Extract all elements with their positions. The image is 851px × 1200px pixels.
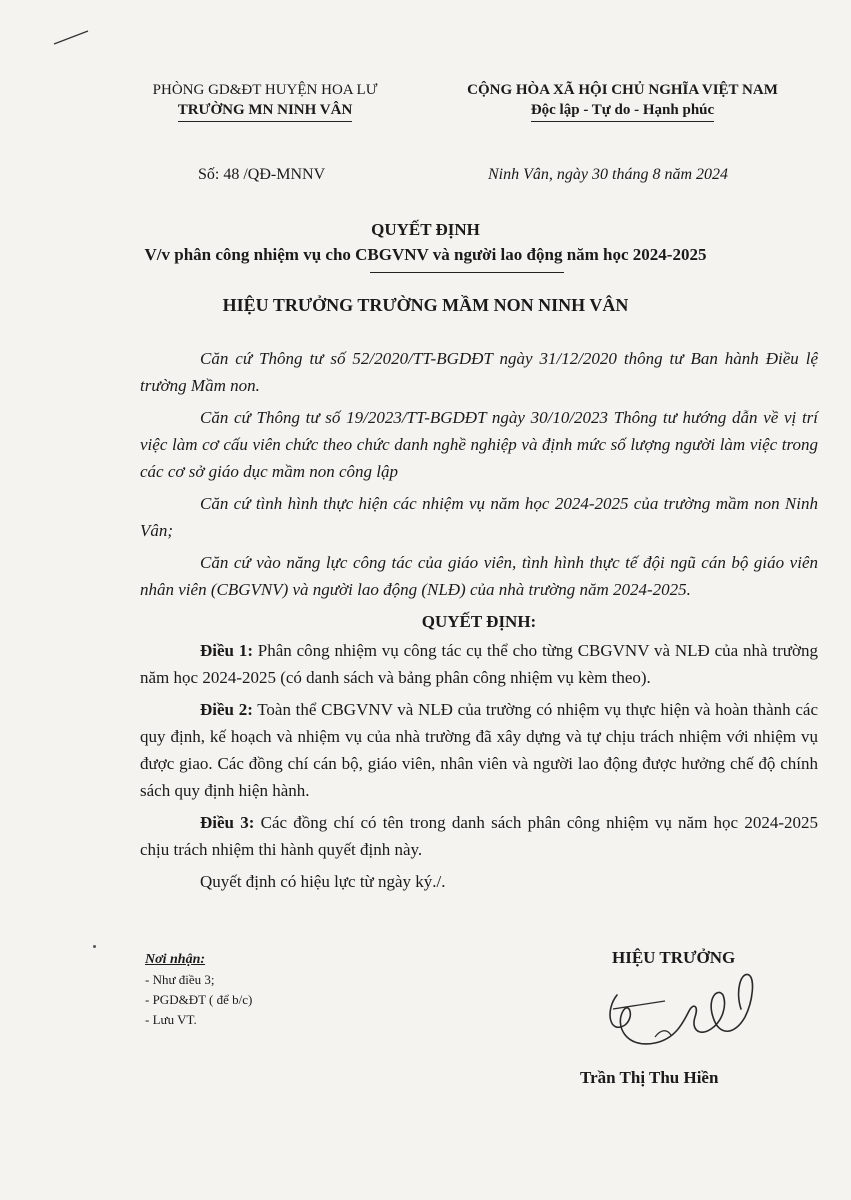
place-date: Ninh Vân, ngày 30 tháng 8 năm 2024 (488, 166, 728, 183)
issuing-authority: HIỆU TRƯỞNG TRƯỜNG MẦM NON NINH VÂN (222, 295, 629, 315)
recipients-block (145, 950, 252, 1030)
basis-3: Căn cứ tình hình thực hiện các nhiệm vụ năm học 2024-2025 của trường mầm non Ninh Vân; (140, 494, 818, 540)
decision-heading: QUYẾT ĐỊNH: (421, 612, 537, 631)
national-heading (440, 80, 805, 122)
article-2 (140, 696, 818, 804)
signer-title: HIỆU TRƯỞNG (612, 948, 736, 967)
article-3-text: Các đồng chí có tên trong danh sách phân công nhiệm vụ năm học 2024-2025 chịu trách nhiệm thi hành quyết định này. (140, 813, 818, 859)
decision-body (140, 345, 818, 900)
issuer-school: TRƯỜNG MN NINH VÂN (178, 100, 353, 122)
basis-1: Căn cứ Thông tư số 52/2020/TT-BGDĐT ngày 31/12/2020 thông tư Ban hành Điều lệ trường Mầm non. (140, 349, 818, 395)
recipients-title: Nơi nhận: (145, 952, 206, 967)
recipient-item: - Lưu VT. (145, 1012, 197, 1027)
scan-speck (93, 945, 96, 948)
article-1-label: Điều 1: (200, 641, 253, 660)
national-name: CỘNG HÒA XÃ HỘI CHỦ NGHĨA VIỆT NAM (467, 82, 778, 98)
recipient-item: - PGD&ĐT ( để b/c) (145, 992, 253, 1007)
document-number: Số: 48 /QĐ-MNNV (198, 166, 326, 183)
article-3-label: Điều 3: (200, 813, 255, 832)
article-3 (140, 809, 818, 863)
article-1-text: Phân công nhiệm vụ công tác cụ thể cho từng CBGVNV và NLĐ của nhà trường năm học 2024-2025 (có danh sách và bảng phân công nhiệm vụ kèm theo). (140, 641, 818, 687)
handwritten-signature (595, 965, 775, 1065)
signer-name: Trần Thị Thu Hiền (580, 1068, 719, 1087)
decision-title: QUYẾT ĐỊNH (371, 220, 480, 239)
title-divider (370, 272, 564, 273)
recipient-item: - Như điều 3; (145, 972, 215, 987)
article-2-text: Toàn thể CBGVNV và NLĐ của trường có nhiệm vụ thực hiện và hoàn thành các quy định, kế hoạch và nhiệm vụ của nhà trường đã xây dựng và tự chịu trách nhiệm với nhiệm vụ được giao. Các đồng chí cán bộ, giáo viên, nhân viên và người lao động được hưởng chế độ chính sách quy định hiện hành. (140, 700, 818, 800)
effective-clause: Quyết định có hiệu lực từ ngày ký./. (200, 872, 446, 891)
basis-4: Căn cứ vào năng lực công tác của giáo viên, tình hình thực tế đội ngũ cán bộ giáo viên nhân viên (CBGVNV) và người lao động (NLĐ) của nhà trường năm 2024-2025. (140, 553, 818, 599)
basis-2: Căn cứ Thông tư số 19/2023/TT-BGDĐT ngày 30/10/2023 Thông tư hướng dẫn về vị trí việc làm cơ cấu viên chức theo chức danh nghề nghiệp và định mức số lượng người làm việc trong các cơ sở giáo dục mầm non công lập (140, 408, 818, 481)
article-1 (140, 637, 818, 691)
pen-mark (52, 28, 92, 48)
issuer-department: PHÒNG GD&ĐT HUYỆN HOA LƯ (152, 82, 378, 98)
article-2-label: Điều 2: (200, 700, 253, 719)
issuer-block (135, 80, 395, 122)
national-motto: Độc lập - Tự do - Hạnh phúc (531, 100, 714, 122)
decision-subject: V/v phân công nhiệm vụ cho CBGVNV và người lao động năm học 2024-2025 (144, 245, 707, 264)
